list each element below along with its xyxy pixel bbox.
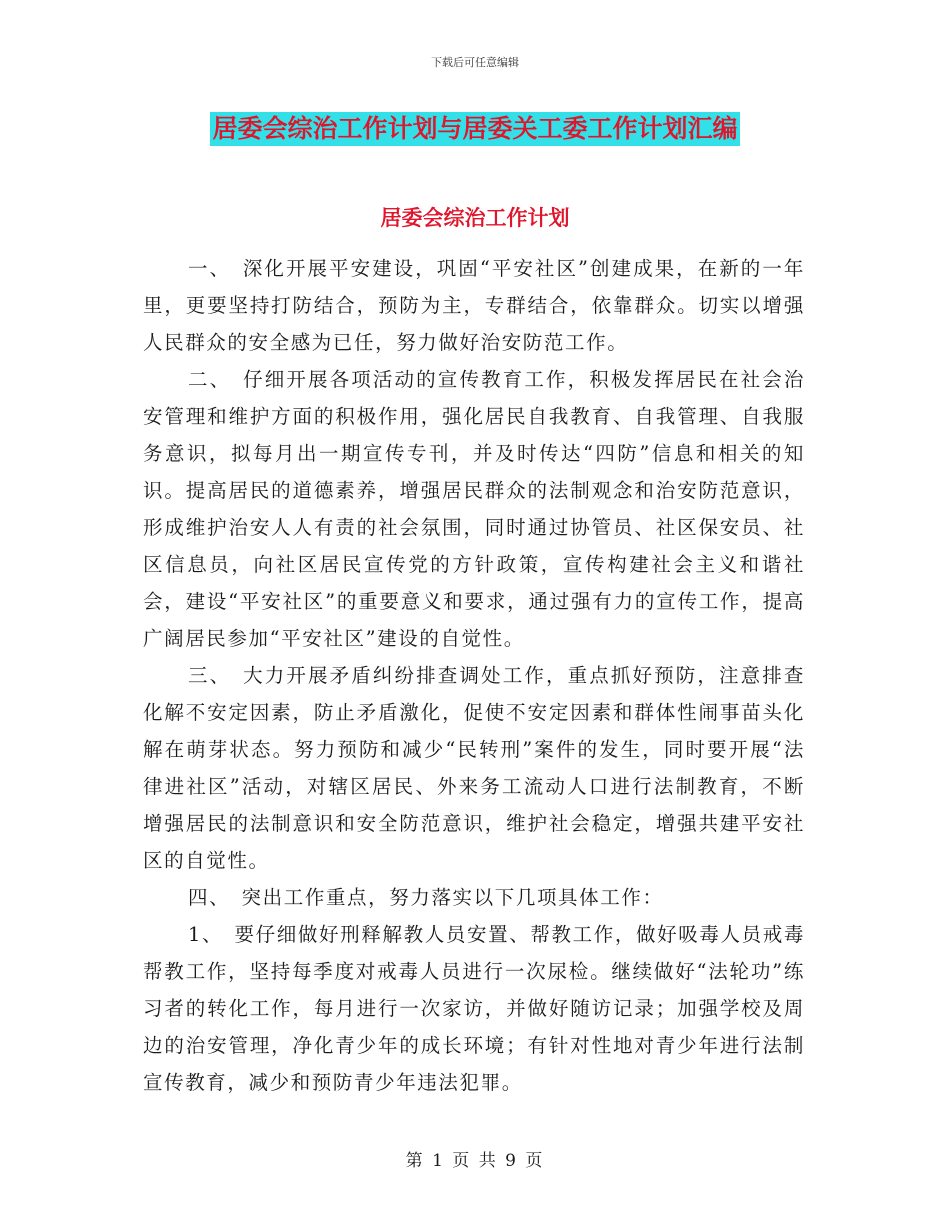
paragraph-1: 一、 深化开展平安建设，巩固“平安社区”创建成果，在新的一年里，更要坚持打防结合，预防为主，专群结合，依靠群众。切实以增强人民群众的安全感为已任，努力做好治安防范工作。 bbox=[143, 257, 805, 354]
document-title: 居委会综治工作计划与居委关工委工作计划汇编 bbox=[210, 112, 739, 146]
page-header-note: 下载后可任意编辑 bbox=[431, 56, 519, 69]
paragraph-4: 四、 突出工作重点，努力落实以下几项具体工作： bbox=[188, 886, 664, 909]
document-title-container bbox=[0, 112, 950, 146]
section-title: 居委会综治工作计划 bbox=[380, 206, 570, 230]
page-footer-page-number: 第 1 页 共 9 页 bbox=[405, 1151, 545, 1171]
paragraph-3: 三、 大力开展矛盾纠纷排查调处工作，重点抓好预防，注意排查化解不安定因素，防止矛盾激化，促使不安定因素和群体性闹事苗头化解在萌芽状态。努力预防和减少“民转刑”案件的发生，同时要开展“法律进社区”活动，对辖区居民、外来务工流动人口进行法制教育，不断增强居民的法制意识和安全防范意识，维护社会稳定，增强共建平安社区的自觉性。 bbox=[143, 664, 805, 872]
paragraph-5: 1、 要仔细做好刑释解教人员安置、帮教工作，做好吸毒人员戒毒帮教工作，坚持每季度对戒毒人员进行一次尿检。继续做好“法轮功”练习者的转化工作，每月进行一次家访，并做好随访记录；加强学校及周边的治安管理，净化青少年的成长环境；有针对性地对青少年进行法制宣传教育，减少和预防青少年违法犯罪。 bbox=[143, 923, 805, 1094]
document-body bbox=[143, 250, 805, 1101]
paragraph-2: 二、 仔细开展各项活动的宣传教育工作，积极发挥居民在社会治安管理和维护方面的积极作用，强化居民自我教育、自我管理、自我服务意识，拟每月出一期宣传专刊，并及时传达“四防”信息和相关的知识。提高居民的道德素养，增强居民群众的法制观念和治安防范意识，形成维护治安人人有责的社会氛围，同时通过协管员、社区保安员、社区信息员，向社区居民宣传党的方针政策，宣传构建社会主义和谐社会，建设“平安社区”的重要意义和要求，通过强有力的宣传工作，提高广阔居民参加“平安社区”建设的自觉性。 bbox=[143, 368, 805, 650]
